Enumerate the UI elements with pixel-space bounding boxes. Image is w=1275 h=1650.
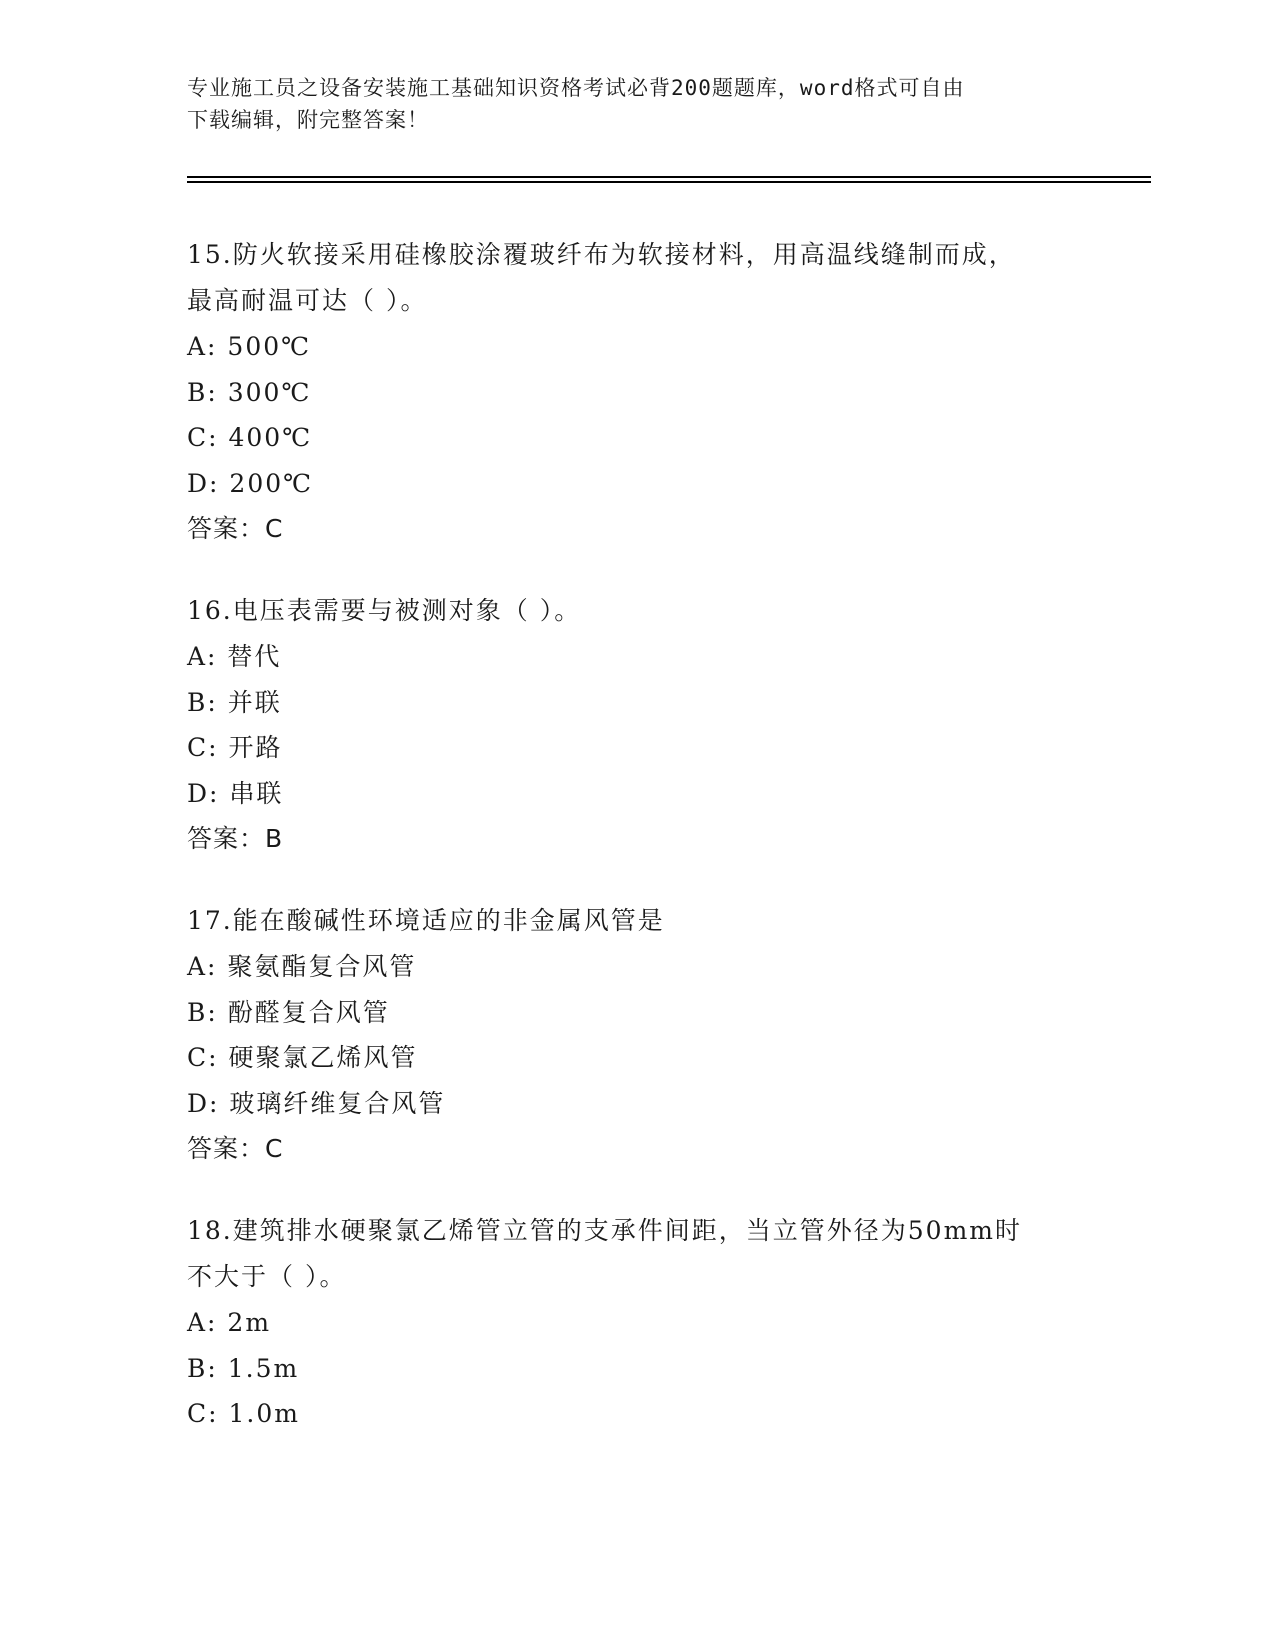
option-c: C: 硬聚氯乙烯风管	[187, 1043, 418, 1072]
question-stem-continued: 最高耐温可达（ ）。	[187, 286, 428, 315]
question-18	[187, 1208, 1087, 1437]
option-a: A: 500℃	[187, 332, 312, 361]
answer-line: 答案：C	[187, 514, 284, 543]
option-b: B: 300℃	[187, 377, 312, 407]
option-c: C: 开路	[187, 733, 283, 762]
header-line-2: 下载编辑，附完整答案！	[187, 108, 429, 132]
question-stem-continued: 不大于（ ）。	[187, 1262, 347, 1291]
option-d: D: 串联	[187, 778, 284, 808]
option-b: B: 并联	[187, 687, 282, 717]
option-d: D: 玻璃纤维复合风管	[187, 1088, 446, 1118]
question-stem: 17.能在酸碱性环境适应的非金属风管是	[187, 906, 665, 935]
option-c: C: 400℃	[187, 423, 313, 452]
header-rule-top	[187, 176, 1151, 178]
header-line-1: 专业施工员之设备安装施工基础知识资格考试必背200题题库，word格式可自由	[187, 76, 965, 100]
option-d: D: 200℃	[187, 468, 314, 498]
answer-line: 答案：C	[187, 1134, 284, 1163]
question-list	[187, 232, 1087, 1473]
question-stem: 15.防火软接采用硅橡胶涂覆玻纤布为软接材料，用高温线缝制而成，	[187, 240, 1016, 269]
option-b: B: 酚醛复合风管	[187, 997, 390, 1027]
document-header	[187, 72, 1067, 136]
option-a: A: 聚氨酯复合风管	[187, 952, 417, 981]
question-15	[187, 232, 1087, 552]
option-a: A: 2m	[187, 1308, 272, 1337]
option-c: C: 1.0m	[187, 1399, 300, 1428]
option-b: B: 1.5m	[187, 1353, 300, 1383]
question-stem: 16.电压表需要与被测对象（ ）。	[187, 596, 582, 625]
answer-line: 答案：B	[187, 824, 284, 853]
option-a: A: 替代	[187, 642, 282, 671]
question-16	[187, 588, 1087, 862]
question-stem: 18.建筑排水硬聚氯乙烯管立管的支承件间距，当立管外径为50mm时	[187, 1216, 1022, 1245]
question-17	[187, 898, 1087, 1172]
header-rule-bottom	[187, 181, 1151, 183]
